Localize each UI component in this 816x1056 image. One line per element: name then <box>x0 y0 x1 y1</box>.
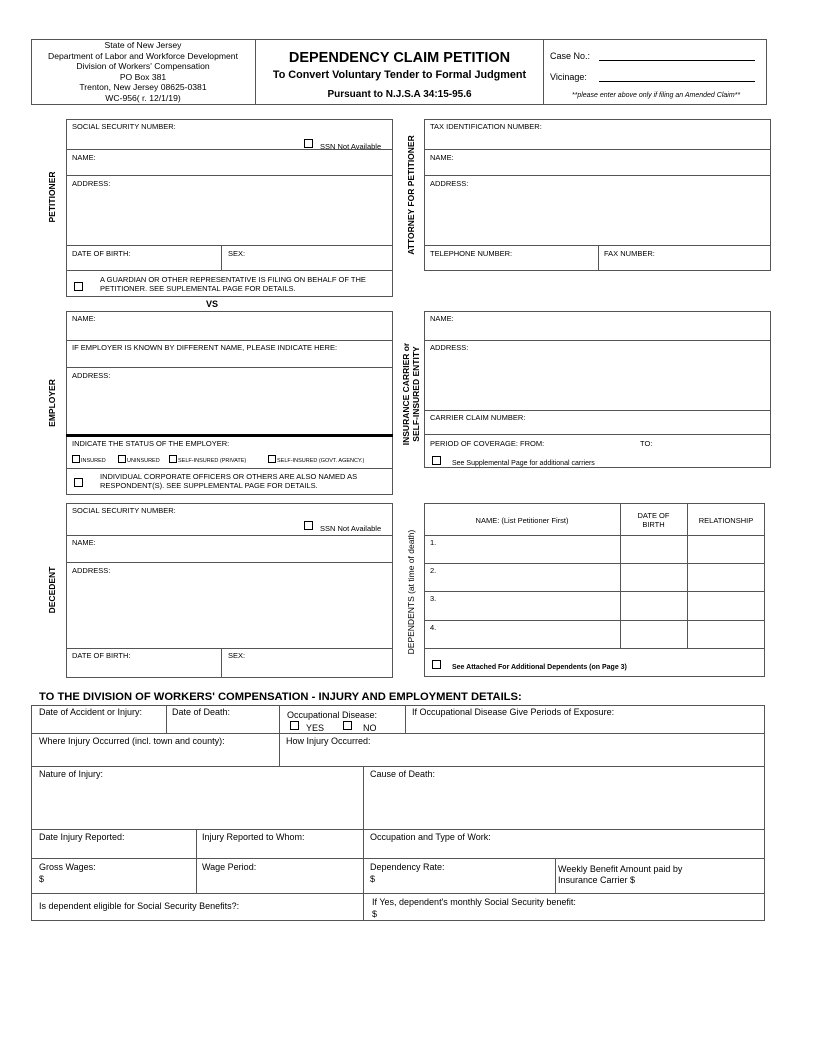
guardian-checkbox[interactable] <box>74 282 83 291</box>
decedent-sex-label: SEX: <box>228 651 246 660</box>
page-title: DEPENDENCY CLAIM PETITION <box>288 50 511 66</box>
status-insured-label: INSURED <box>81 458 106 464</box>
agency-city: Trenton, New Jersey 08625-0381 <box>79 82 207 93</box>
additional-dependents-checkbox[interactable] <box>432 660 441 669</box>
dependent-row-1: 1. <box>430 538 437 547</box>
occ-disease-yes-checkbox[interactable] <box>290 721 299 730</box>
guardian-text-2: PETITIONER. SEE SUPLEMENTAL PAGE FOR DETAILS. <box>100 284 296 293</box>
dependents-col-dob-1: DATE OF <box>637 511 670 520</box>
decedent-dob-label: DATE OF BIRTH: <box>72 651 131 660</box>
ss-monthly-label: If Yes, dependent's monthly Social Security benefit: <box>372 897 576 907</box>
vicinage-label: Vicinage: <box>550 72 587 82</box>
carrier-address-label: ADDRESS: <box>430 343 469 352</box>
dependent-row-2: 2. <box>430 566 437 575</box>
wage-period-label: Wage Period: <box>202 862 257 872</box>
occ-disease-no-checkbox[interactable] <box>343 721 352 730</box>
officers-text-1: INDIVIDUAL CORPORATE OFFICERS OR OTHERS ARE ALSO NAMED AS <box>100 472 358 481</box>
dependents-col-name: NAME: (List Petitioner First) <box>475 516 569 525</box>
petitioner-dob-label: DATE OF BIRTH: <box>72 249 131 258</box>
carrier-section-label <box>401 343 421 445</box>
dependent-row-4: 4. <box>430 623 437 632</box>
attorney-fax-label: FAX NUMBER: <box>604 249 655 258</box>
officers-text-2: RESPONDENT(S). SEE SUPPLEMENTAL PAGE FOR DETAILS. <box>100 481 318 490</box>
where-injury-label: Where Injury Occurred (incl. town and county): <box>39 736 225 746</box>
attorney-section-label: ATTORNEY FOR PETITIONER <box>406 135 416 255</box>
details-heading: TO THE DIVISION OF WORKERS' COMPENSATION - INJURY AND EMPLOYMENT DETAILS: <box>39 691 522 703</box>
case-no-label: Case No.: <box>550 51 591 61</box>
employer-section-label: EMPLOYER <box>47 379 57 427</box>
employer-name-label: NAME: <box>72 314 96 323</box>
agency-division: Division of Workers' Compensation <box>76 61 210 72</box>
additional-dependents-label: See Attached For Additional Dependents (on Page 3) <box>452 664 627 671</box>
carrier-section-line-1: INSURANCE CARRIER or <box>401 342 411 446</box>
status-uninsured-label: UNINSURED <box>127 458 160 464</box>
decedent-ssn-label: SOCIAL SECURITY NUMBER: <box>72 506 176 515</box>
death-date-label: Date of Death: <box>172 707 231 717</box>
exposure-label: If Occupational Disease Give Periods of Exposure: <box>412 707 615 717</box>
how-injury-label: How Injury Occurred: <box>286 736 371 746</box>
header-divider-2 <box>543 39 544 105</box>
decedent-section-label: DECEDENT <box>47 566 57 614</box>
status-uninsured-checkbox[interactable] <box>118 455 126 463</box>
dependents-col-dob-2: BIRTH <box>642 520 665 529</box>
vs-label: VS <box>206 299 219 309</box>
carrier-period-label: PERIOD OF COVERAGE: FROM: <box>430 439 545 448</box>
occ-disease-no-label: NO <box>363 723 377 733</box>
status-self-private-label: SELF-INSURED (PRIVATE) <box>178 458 247 464</box>
reported-to-label: Injury Reported to Whom: <box>202 832 305 842</box>
carrier-supplemental-checkbox[interactable] <box>432 456 441 465</box>
employer-address-label: ADDRESS: <box>72 371 111 380</box>
status-insured-checkbox[interactable] <box>72 455 80 463</box>
dependent-row-3: 3. <box>430 594 437 603</box>
status-self-govt-label: SELF-INSURED (GOVT. AGENCY.) <box>277 458 365 464</box>
amended-note: **please enter above only if filing an Amended Claim** <box>571 92 741 99</box>
attorney-name-label: NAME: <box>430 153 454 162</box>
dependents-section-label: DEPENDENTS (at time of death) <box>406 529 416 655</box>
guardian-text-1: A GUARDIAN OR OTHER REPRESENTATIVE IS FILING ON BEHALF OF THE <box>100 275 366 284</box>
agency-state: State of New Jersey <box>104 40 182 50</box>
statute-line: Pursuant to N.J.S.A 34:15-95.6 <box>327 89 472 100</box>
carrier-section-line-2: SELF-INSURED ENTITY <box>411 346 421 442</box>
attorney-phone-label: TELEPHONE NUMBER: <box>430 249 513 258</box>
decedent-ssn-na-checkbox[interactable] <box>304 521 313 530</box>
gross-wages-dollar: $ <box>39 874 45 884</box>
decedent-name-label: NAME: <box>72 538 96 547</box>
petitioner-address-label: ADDRESS: <box>72 179 111 188</box>
carrier-name-label: NAME: <box>430 314 454 323</box>
carrier-claim-label: CARRIER CLAIM NUMBER: <box>430 413 526 422</box>
petitioner-ssn-label: SOCIAL SECURITY NUMBER: <box>72 122 176 131</box>
decedent-ssn-na-label: SSN Not Available <box>320 524 382 533</box>
cause-death-label: Cause of Death: <box>370 769 436 779</box>
weekly-benefit-label-1: Weekly Benefit Amount paid by <box>558 864 683 874</box>
ss-eligible-label: Is dependent eligible for Social Security Benefits?: <box>39 901 240 911</box>
weekly-benefit-label-2: Insurance Carrier $ <box>558 875 636 885</box>
dependents-box <box>424 503 765 677</box>
occ-disease-label: Occupational Disease: <box>287 710 378 720</box>
attorney-address-label: ADDRESS: <box>430 179 469 188</box>
ss-monthly-dollar: $ <box>372 909 378 919</box>
page-subtitle: To Convert Voluntary Tender to Formal Judgment <box>272 69 527 81</box>
employer-status-label: INDICATE THE STATUS OF THE EMPLOYER: <box>72 439 230 448</box>
gross-wages-label: Gross Wages: <box>39 862 96 872</box>
accident-date-label: Date of Accident or Injury: <box>39 707 143 717</box>
agency-pobox: PO Box 381 <box>119 71 167 82</box>
agency-department: Department of Labor and Workforce Development <box>48 50 238 61</box>
petitioner-ssn-na-label: SSN Not Available <box>320 142 382 151</box>
attorney-tax-label: TAX IDENTIFICATION NUMBER: <box>430 122 542 131</box>
carrier-to-label: TO: <box>640 439 653 448</box>
occupation-label: Occupation and Type of Work: <box>370 832 491 842</box>
carrier-supplemental-label: See Supplemental Page for additional carriers <box>452 460 595 467</box>
dependents-col-dob <box>620 511 687 529</box>
nature-injury-label: Nature of Injury: <box>39 769 104 779</box>
employer-different-name-label: IF EMPLOYER IS KNOWN BY DIFFERENT NAME, PLEASE INDICATE HERE: <box>72 343 338 352</box>
petitioner-name-label: NAME: <box>72 153 96 162</box>
agency-block <box>32 40 254 104</box>
dependency-rate-label: Dependency Rate: <box>370 862 445 872</box>
petitioner-sex-label: SEX: <box>228 249 246 258</box>
status-self-govt-checkbox[interactable] <box>268 455 276 463</box>
form-number: WC-956( r. 12/1/19) <box>105 92 181 103</box>
date-reported-label: Date Injury Reported: <box>39 832 125 842</box>
officers-checkbox[interactable] <box>74 478 83 487</box>
petitioner-section-label: PETITIONER <box>47 171 57 223</box>
status-self-private-checkbox[interactable] <box>169 455 177 463</box>
petitioner-ssn-na-checkbox[interactable] <box>304 139 313 148</box>
occ-disease-yes-label: YES <box>306 723 325 733</box>
dependents-col-relationship: RELATIONSHIP <box>698 516 754 525</box>
dependency-rate-dollar: $ <box>370 874 376 884</box>
decedent-address-label: ADDRESS: <box>72 566 111 575</box>
case-no-field[interactable] <box>599 60 755 61</box>
vicinage-field[interactable] <box>599 81 755 82</box>
